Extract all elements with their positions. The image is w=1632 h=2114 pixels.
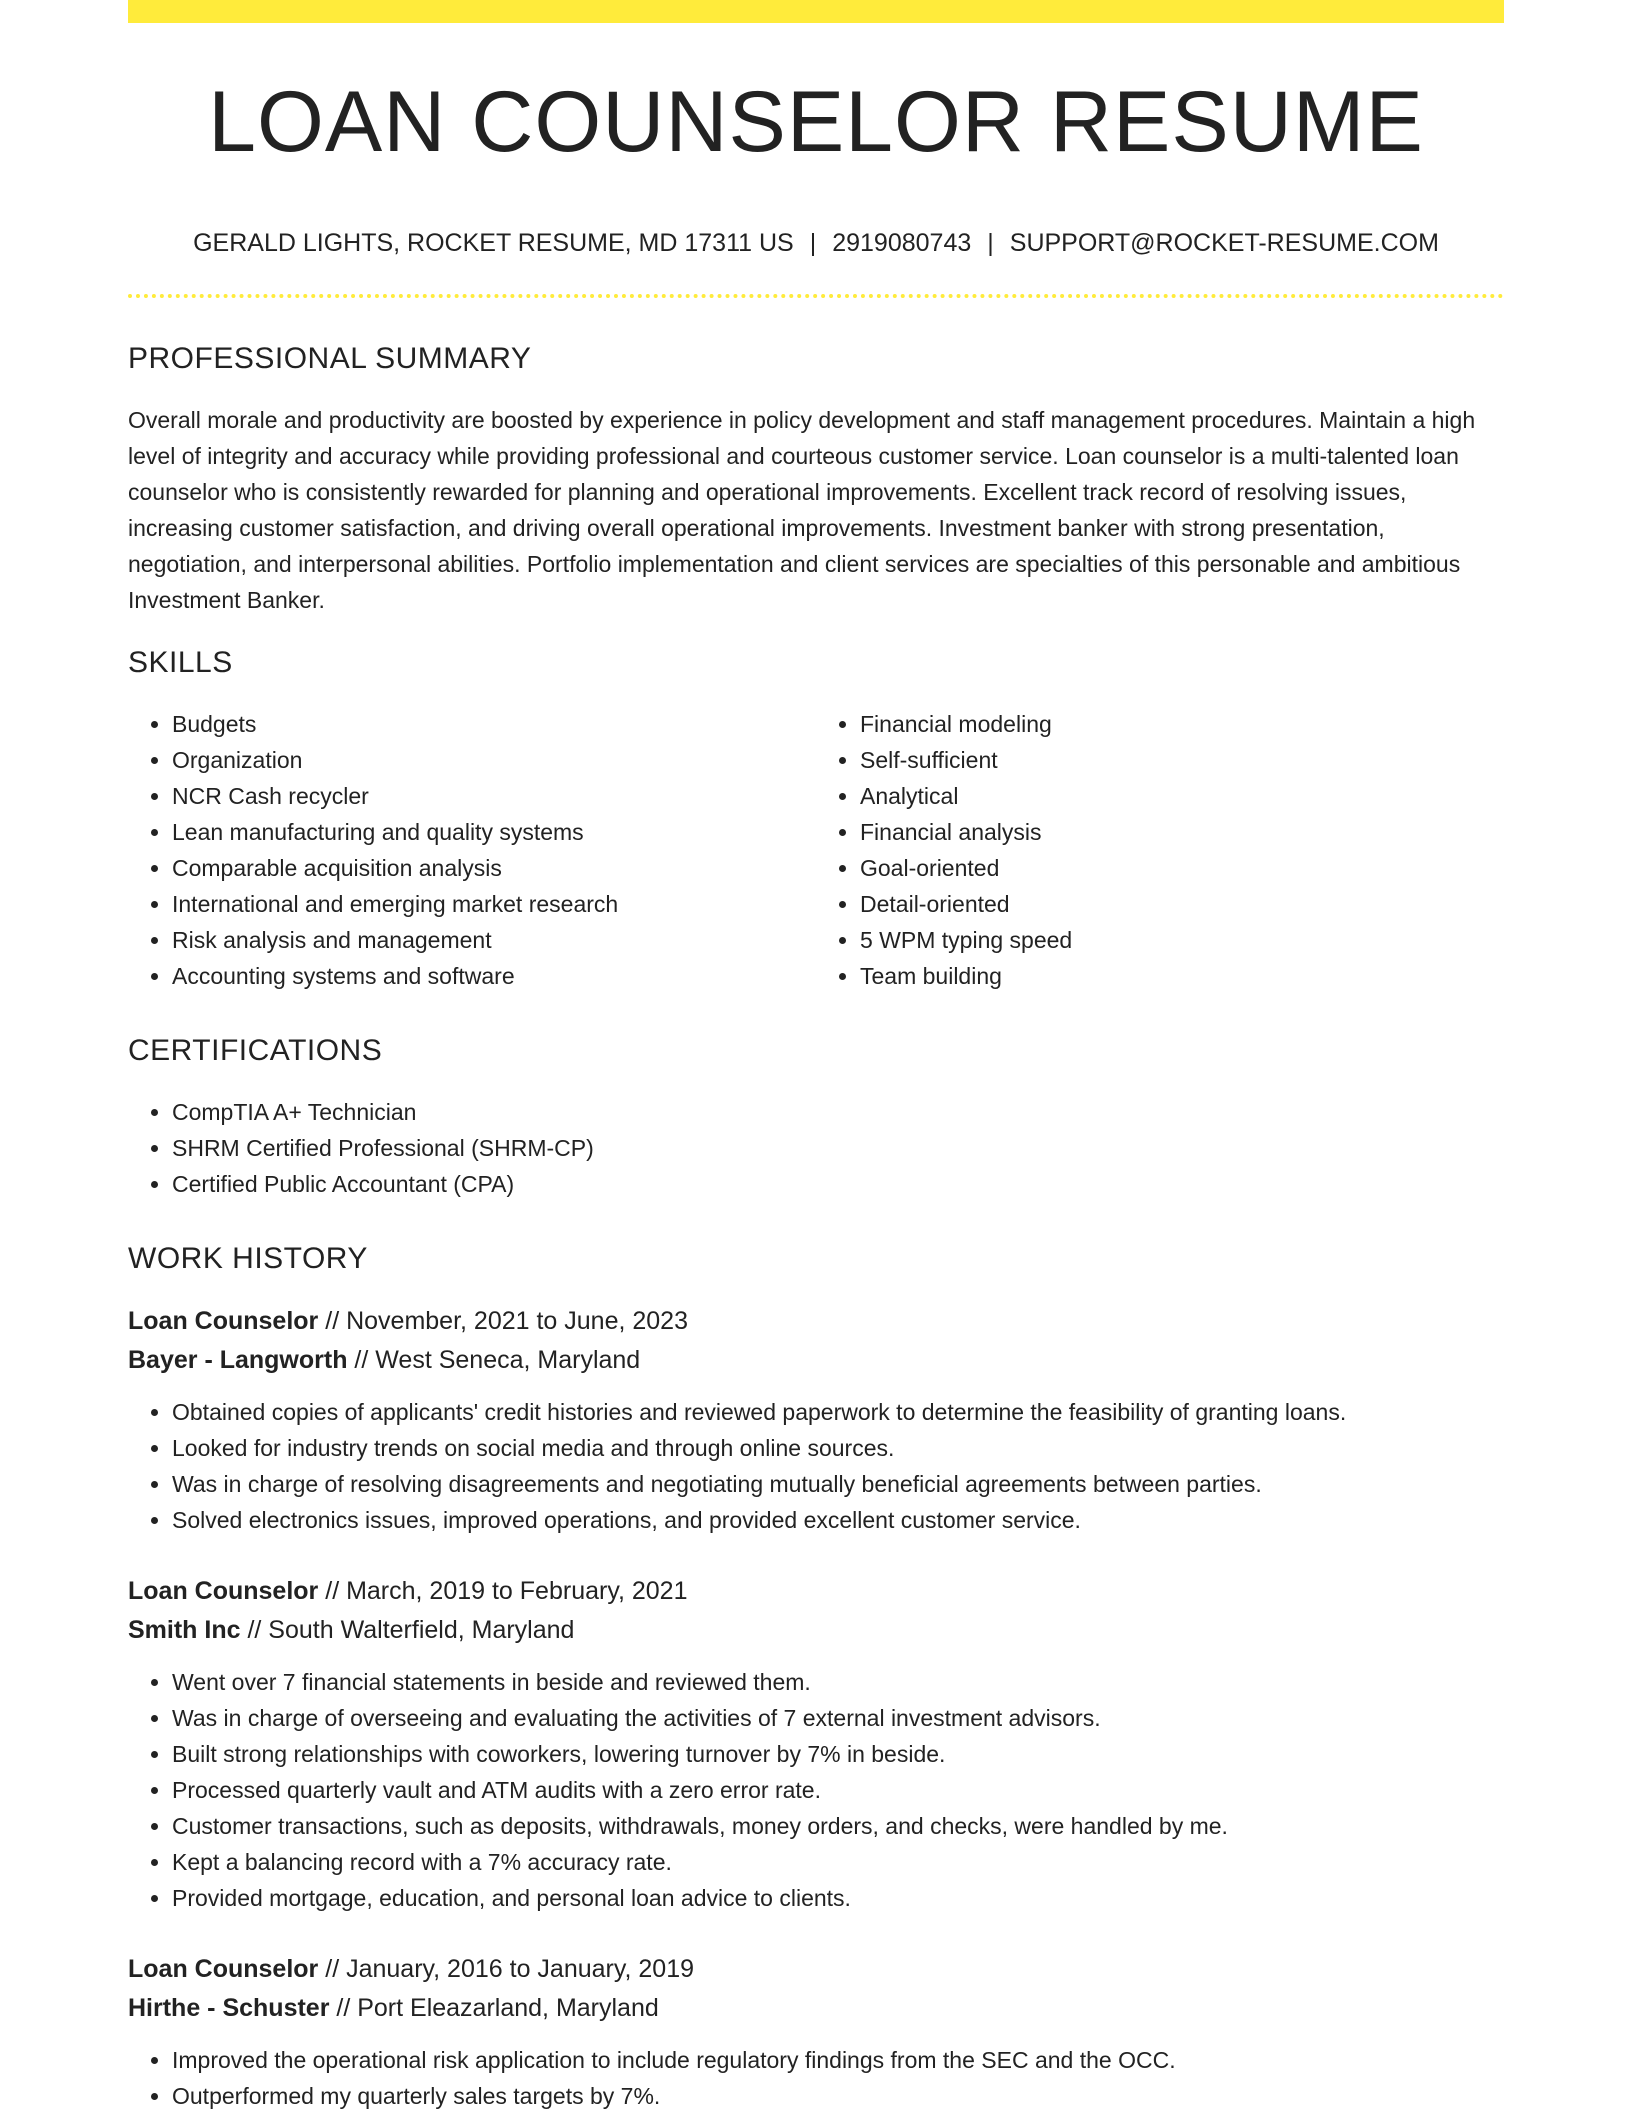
certification-item: • CompTIA A+ Technician: [172, 1094, 1504, 1130]
skill-item: • Organization: [172, 742, 816, 778]
skill-item: • Budgets: [172, 706, 816, 742]
skill-item: • International and emerging market research: [172, 886, 816, 922]
job-bullet: • Outperformed my quarterly sales targets by 7%.: [172, 2078, 1504, 2114]
job-bullet: • Was in charge of overseeing and evaluating the activities of 7 external investment advisors.: [172, 1700, 1504, 1736]
skill-item: • Team building: [860, 958, 1504, 994]
job-bullet: • Provided mortgage, education, and personal loan advice to clients.: [172, 1880, 1504, 1916]
skills-left-list: [128, 706, 816, 994]
contact-address: GERALD LIGHTS, ROCKET RESUME, MD 17311 US: [193, 229, 794, 257]
job-company: Bayer - Langworth: [128, 1346, 348, 1374]
job-bullet: • Solved electronics issues, improved operations, and provided excellent customer service.: [172, 1502, 1504, 1538]
job-company-line: [128, 1611, 1504, 1650]
job-entry: [128, 1950, 1504, 2114]
job-bullets: [128, 1664, 1504, 1916]
job-bullet: • Processed quarterly vault and ATM audits with a zero error rate.: [172, 1772, 1504, 1808]
job-dates: // March, 2019 to February, 2021: [318, 1577, 688, 1605]
skill-item: • Lean manufacturing and quality systems: [172, 814, 816, 850]
skill-item: • Financial analysis: [860, 814, 1504, 850]
job-bullet: • Went over 7 financial statements in beside and reviewed them.: [172, 1664, 1504, 1700]
job-entry: [128, 1302, 1504, 1538]
skill-item: • NCR Cash recycler: [172, 778, 816, 814]
contact-email: SUPPORT@ROCKET-RESUME.COM: [1009, 229, 1439, 257]
contact-separator: |: [809, 229, 817, 257]
job-title-line: [128, 1950, 1504, 1989]
job-title: Loan Counselor: [128, 1307, 319, 1335]
skill-item: • Financial modeling: [860, 706, 1504, 742]
skills-columns: [128, 706, 1504, 994]
job-bullet: • Customer transactions, such as deposits, withdrawals, money orders, and checks, were handled by me.: [172, 1808, 1504, 1844]
job-company: Smith Inc: [128, 1616, 241, 1644]
skill-item: • 5 WPM typing speed: [860, 922, 1504, 958]
skill-item: • Analytical: [860, 778, 1504, 814]
work-history-heading: WORK HISTORY: [128, 1242, 368, 1275]
certifications-list: [128, 1094, 1504, 1202]
resume-page: [128, 0, 1504, 2114]
job-location: // South Walterfield, Maryland: [240, 1616, 575, 1644]
job-entry: [128, 1572, 1504, 1916]
skills-right-list: [816, 706, 1504, 994]
job-location: // Port Eleazarland, Maryland: [329, 1994, 659, 2022]
job-title-line: [128, 1572, 1504, 1611]
contact-line: [128, 229, 1504, 258]
job-dates: // November, 2021 to June, 2023: [318, 1307, 688, 1335]
job-bullet: • Built strong relationships with coworkers, lowering turnover by 7% in beside.: [172, 1736, 1504, 1772]
certification-item: • Certified Public Accountant (CPA): [172, 1166, 1504, 1202]
job-company-line: [128, 1989, 1504, 2028]
job-bullet: • Improved the operational risk application to include regulatory findings from the SEC and the OCC.: [172, 2042, 1504, 2078]
skill-item: • Comparable acquisition analysis: [172, 850, 816, 886]
job-bullet: • Looked for industry trends on social media and through online sources.: [172, 1430, 1504, 1466]
contact-phone: 2919080743: [832, 229, 972, 257]
certification-item: • SHRM Certified Professional (SHRM-CP): [172, 1130, 1504, 1166]
job-company: Hirthe - Schuster: [128, 1994, 330, 2022]
job-title: Loan Counselor: [128, 1955, 319, 1983]
certifications-heading: CERTIFICATIONS: [128, 1034, 383, 1067]
job-bullet: • Was in charge of resolving disagreements and negotiating mutually beneficial agreements between parties.: [172, 1466, 1504, 1502]
job-bullet: • Obtained copies of applicants' credit histories and reviewed paperwork to determine the feasibility of granting loans.: [172, 1394, 1504, 1430]
skill-item: • Accounting systems and software: [172, 958, 816, 994]
job-company-line: [128, 1341, 1504, 1380]
skill-item: • Detail-oriented: [860, 886, 1504, 922]
skill-item: • Risk analysis and management: [172, 922, 816, 958]
job-bullets: [128, 1394, 1504, 1538]
skill-item: • Self-sufficient: [860, 742, 1504, 778]
top-accent-bar: [128, 0, 1504, 23]
job-bullet: • Kept a balancing record with a 7% accuracy rate.: [172, 1844, 1504, 1880]
page-title: LOAN COUNSELOR RESUME: [208, 74, 1424, 170]
job-location: // West Seneca, Maryland: [347, 1346, 641, 1374]
job-title: Loan Counselor: [128, 1577, 319, 1605]
job-bullets: [128, 2042, 1504, 2114]
skill-item: • Goal-oriented: [860, 850, 1504, 886]
contact-separator: |: [987, 229, 994, 257]
summary-text: Overall morale and productivity are boosted by experience in policy development and staff management procedures. Maintain a high level of integrity and accuracy while providing professional and courteous customer service. Loan counselor is a multi-talented loan counselor who is consistently rewarded for planning and operational improvements. Excellent track record of resolving issues, increasing customer satisfaction, and driving overall operational improvements. Investment banker with strong presentation, negotiation, and interpersonal abilities. Portfolio implementation and client services are specialties of this personable and ambitious Investment Banker.: [128, 407, 1476, 613]
job-title-line: [128, 1302, 1504, 1341]
summary-heading: PROFESSIONAL SUMMARY: [128, 342, 532, 375]
skills-heading: SKILLS: [128, 646, 233, 679]
job-dates: // January, 2016 to January, 2019: [318, 1955, 695, 1983]
dotted-divider: [128, 294, 1504, 298]
